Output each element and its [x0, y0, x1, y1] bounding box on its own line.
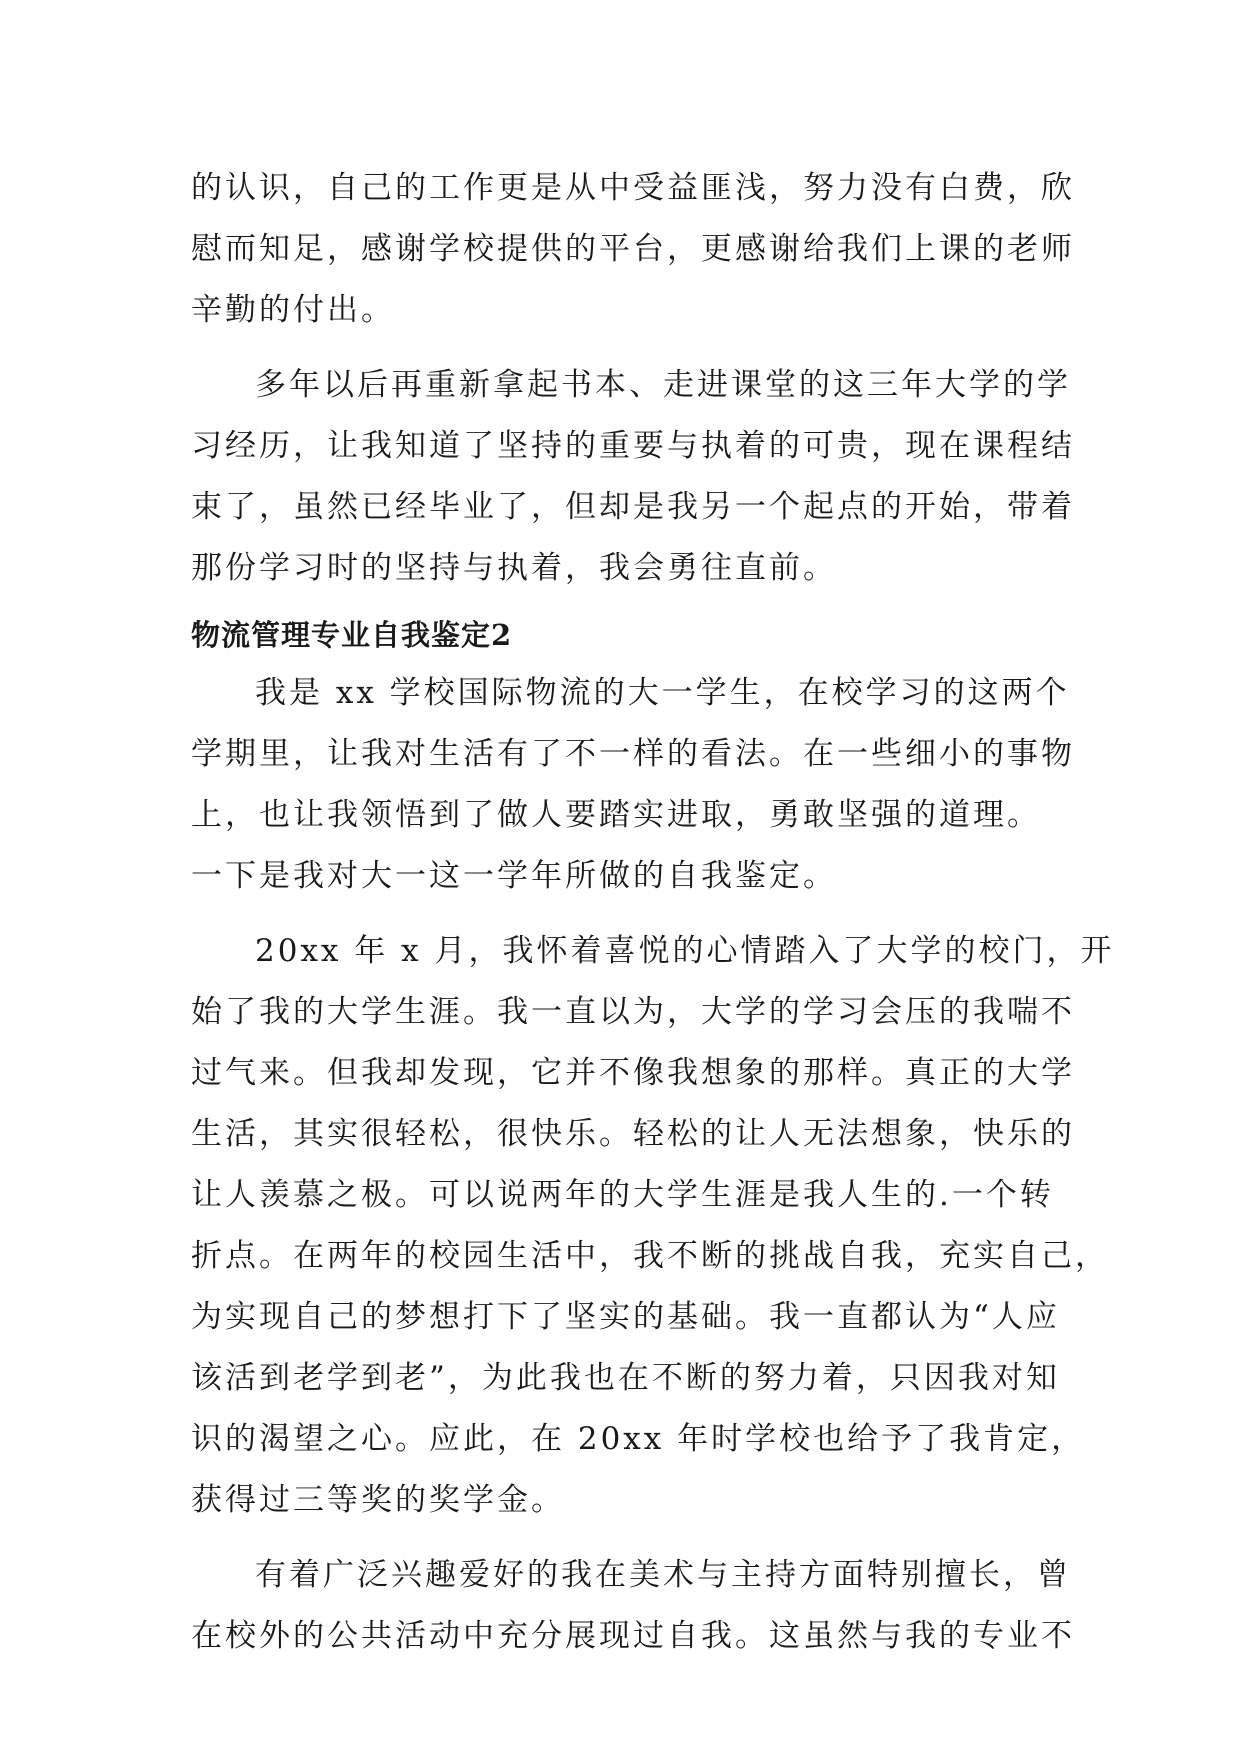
- paragraph-1: [191, 158, 1075, 341]
- paragraph-5: [191, 1545, 1075, 1667]
- text-line: 习经历，让我知道了坚持的重要与执着的可贵，现在课程结: [191, 428, 1075, 464]
- text-line: 折点。在两年的校园生活中，我不断的挑战自我，充实自己，: [191, 1238, 1109, 1274]
- paragraph-3: [191, 663, 1075, 907]
- text-line: 该活到老学到老”，为此我也在不断的努力着，只因我对知: [191, 1360, 1060, 1396]
- text-line: 识的渴望之心。应此，在 20xx 年时学校也给予了我肯定，: [191, 1421, 1086, 1457]
- text-line: 束了，虽然已经毕业了，但却是我另一个起点的开始，带着: [191, 489, 1075, 525]
- section-heading: 物流管理专业自我鉴定2: [191, 618, 513, 652]
- text-line: 我是 xx 学校国际物流的大一学生，在校学习的这两个: [255, 675, 1070, 711]
- text-line: 在校外的公共活动中充分展现过自我。这虽然与我的专业不: [191, 1618, 1075, 1654]
- text-line: 获得过三等奖的奖学金。: [191, 1482, 565, 1518]
- text-line: 的认识，自己的工作更是从中受益匪浅，努力没有白费，欣: [191, 170, 1075, 206]
- document-body: [191, 158, 1115, 1681]
- text-line: 生活，其实很轻松，很快乐。轻松的让人无法想象，快乐的: [191, 1116, 1075, 1152]
- text-line: 让人羡慕之极。可以说两年的大学生涯是我人生的.一个转: [191, 1177, 1054, 1213]
- text-line: 学期里，让我对生活有了不一样的看法。在一些细小的事物: [191, 736, 1075, 772]
- text-line: 一下是我对大一这一学年所做的自我鉴定。: [191, 858, 837, 894]
- paragraph-4: [191, 921, 1115, 1531]
- text-line: 20xx 年 x 月，我怀着喜悦的心情踏入了大学的校门，开: [255, 933, 1115, 969]
- text-line: 那份学习时的坚持与执着，我会勇往直前。: [191, 550, 837, 586]
- text-line: 多年以后再重新拿起书本、走进课堂的这三年大学的学: [255, 367, 1071, 403]
- text-line: 上，也让我领悟到了做人要踏实进取，勇敢坚强的道理。: [191, 797, 1041, 833]
- text-line: 过气来。但我却发现，它并不像我想象的那样。真正的大学: [191, 1055, 1075, 1091]
- paragraph-2: [191, 355, 1075, 599]
- text-line: 辛勤的付出。: [191, 292, 395, 328]
- text-line: 有着广泛兴趣爱好的我在美术与主持方面特别擅长，曾: [255, 1557, 1071, 1593]
- text-line: 慰而知足，感谢学校提供的平台，更感谢给我们上课的老师: [191, 231, 1075, 267]
- text-line: 始了我的大学生涯。我一直以为，大学的学习会压的我喘不: [191, 994, 1075, 1030]
- text-line: 为实现自己的梦想打下了坚实的基础。我一直都认为“人应: [191, 1299, 1060, 1335]
